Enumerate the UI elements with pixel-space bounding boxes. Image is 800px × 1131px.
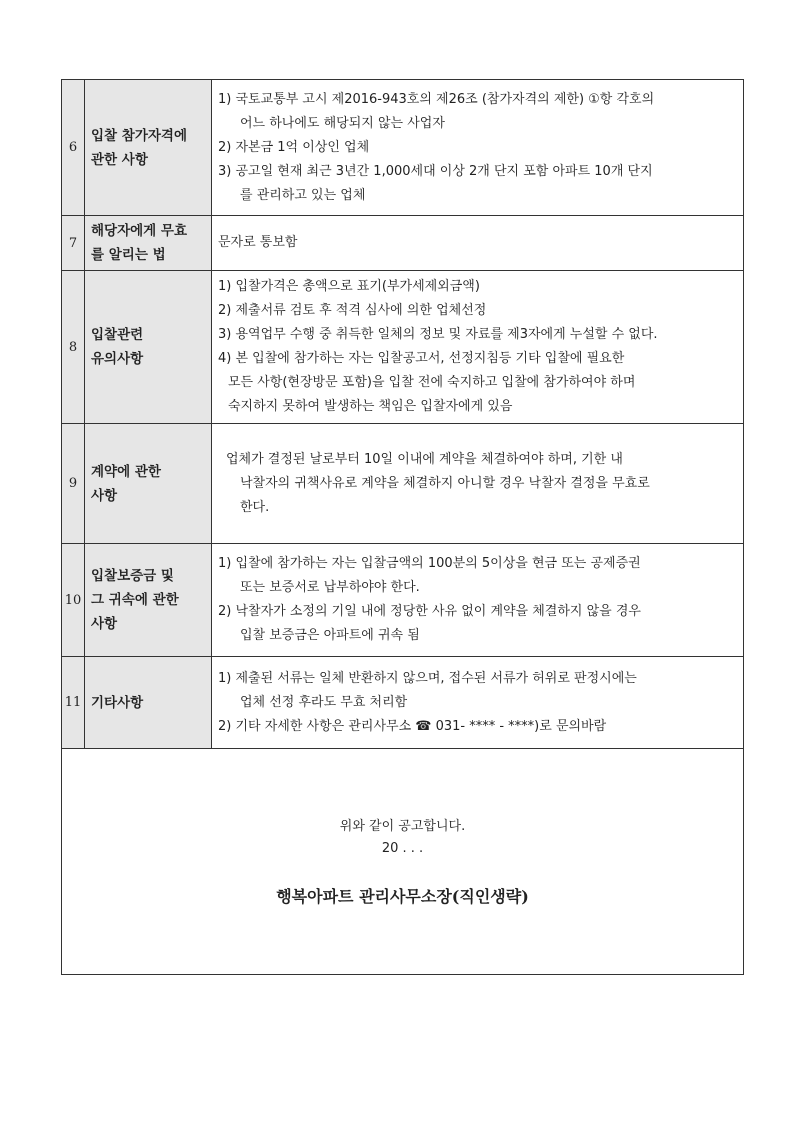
label-line: 입찰관련 (91, 327, 144, 343)
content-line: 문자로 통보함 (218, 235, 298, 250)
table-row (62, 271, 744, 424)
table-row (62, 80, 744, 216)
row-label (85, 424, 212, 544)
row-content (212, 216, 744, 271)
table-row (62, 424, 744, 544)
row-number: 10 (62, 544, 85, 657)
row-label (85, 80, 212, 216)
row-content (212, 657, 744, 749)
notice-text: 위와 같이 공고합니다. (339, 819, 466, 834)
content-line: 를 관리하고 있는 업체 (240, 187, 366, 203)
content-line: 4) 본 입찰에 참가하는 자는 입찰공고서, 선정지침등 기타 입찰에 필요한 (218, 351, 625, 366)
label-line: 관한 사항 (91, 151, 148, 168)
row-number: 8 (62, 271, 85, 424)
label-line: 계약에 관한 (91, 463, 161, 480)
content-line: 업체가 결정된 날로부터 10일 이내에 계약을 체결하여야 하며, 기한 내 (226, 451, 623, 467)
content-line: 1) 제출된 서류는 일체 반환하지 않으며, 접수된 서류가 허위로 판정시에는 (218, 670, 637, 686)
row-number: 9 (62, 424, 85, 544)
row-content (212, 544, 744, 657)
table-row (62, 657, 744, 749)
row-number: 7 (62, 216, 85, 271)
notice-footer (62, 749, 744, 975)
content-line: 업체 선정 후라도 무효 처리함 (240, 694, 408, 710)
row-label (85, 657, 212, 749)
content-line: 1) 국토교통부 고시 제2016-943호의 제26조 (참가자격의 제한) ①항 각호의 (218, 91, 655, 107)
content-line: 2) 낙찰자가 소정의 기일 내에 정당한 사유 없이 계약을 체결하지 않을 경우 (218, 604, 641, 619)
row-number: 6 (62, 80, 85, 216)
row-number: 11 (62, 657, 85, 749)
row-content (212, 424, 744, 544)
content-line: 1) 입찰에 참가하는 자는 입찰금액의 100분의 5이상을 현금 또는 공제증권 (218, 556, 641, 571)
label-line: 해당자에게 무효 (91, 223, 187, 239)
label-line: 유의사항 (91, 351, 144, 367)
content-line: 숙지하지 못하여 발생하는 책임은 입찰자에게 있음 (228, 399, 513, 414)
content-line: 또는 보증서로 납부하야야 한다. (240, 580, 420, 595)
content-line: 모든 사항(현장방문 포함)을 입찰 전에 숙지하고 입찰에 참가하여야 하며 (228, 375, 636, 390)
bid-notice-table (61, 79, 744, 975)
content-line: 2) 제출서류 검토 후 적격 심사에 의한 업체선정 (218, 303, 487, 318)
row-content (212, 80, 744, 216)
row-label (85, 544, 212, 657)
content-line: 낙찰자의 귀책사유로 계약을 체결하지 아니할 경우 낙찰자 결정을 무효로 (240, 475, 650, 491)
row-label (85, 271, 212, 424)
content-line: 2) 기타 자세한 사항은 관리사무소 ☎ 031- **** - ****)로 문의바람 (218, 718, 607, 734)
signer-name: 행복아파트 관리사무소장(직인생략) (276, 887, 529, 906)
content-line: 한다. (240, 499, 270, 515)
label-line: 그 귀속에 관한 (91, 592, 179, 608)
table-row (62, 544, 744, 657)
content-line: 어느 하나에도 해당되지 않는 사업자 (240, 115, 445, 131)
content-line: 2) 자본금 1억 이상인 업체 (218, 139, 370, 155)
row-content (212, 271, 744, 424)
label-line: 입찰 참가자격에 (91, 127, 187, 144)
label-line: 사항 (91, 487, 118, 504)
label-line: 기타사항 (91, 694, 144, 711)
table-row (62, 216, 744, 271)
label-line: 입찰보증금 및 (91, 568, 174, 584)
row-label (85, 216, 212, 271)
content-line: 3) 공고일 현재 최근 3년간 1,000세대 이상 2개 단지 포함 아파트 10개 단지 (218, 163, 653, 179)
notice-date: 20 . . . (381, 841, 424, 856)
content-line: 입찰 보증금은 아파트에 귀속 됨 (240, 628, 420, 643)
content-line: 1) 입찰가격은 총액으로 표기(부가세제외금액) (218, 279, 480, 294)
content-line: 3) 용역업무 수행 중 취득한 일체의 정보 및 자료를 제3자에게 누설할 수 없다. (218, 327, 658, 342)
label-line: 를 알리는 법 (91, 247, 166, 263)
footer-row (62, 749, 744, 975)
label-line: 사항 (91, 616, 118, 632)
